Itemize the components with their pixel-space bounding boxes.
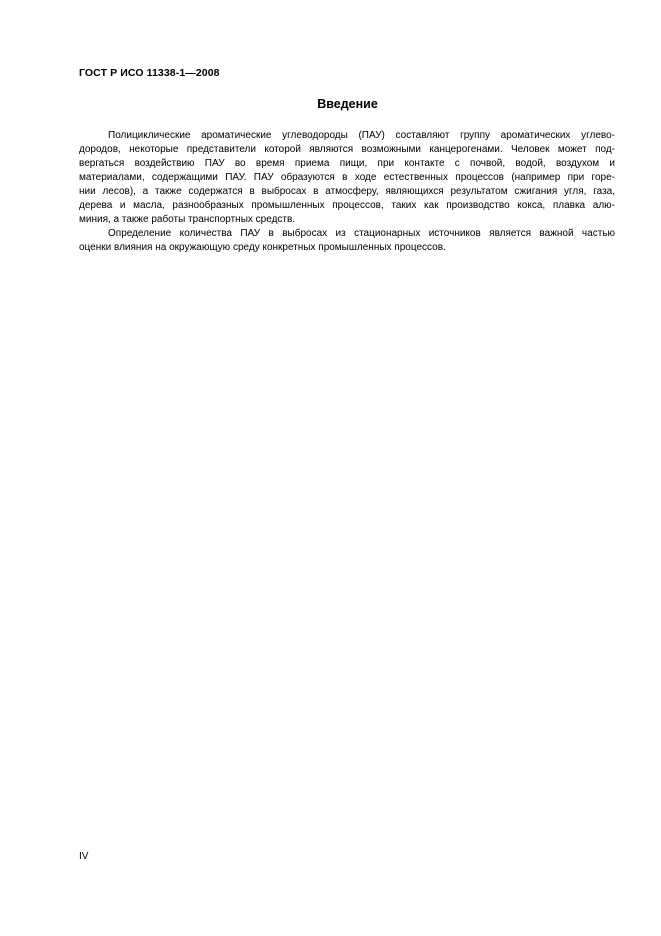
- body-text: [79, 129, 615, 255]
- paragraph-line: Определение количества ПАУ в выбросах из стационарных источников является важной частью: [108, 228, 615, 239]
- paragraph-line: оценки влияния на окружающую среду конкретных промышленных процессов.: [79, 242, 446, 253]
- paragraph-line: миния, а также работы транспортных средств.: [79, 214, 296, 225]
- page-number: IV: [79, 851, 89, 862]
- document-header: ГОСТ Р ИСО 11338-1—2008: [79, 67, 220, 79]
- paragraph-line: Полициклические ароматические углеводороды (ПАУ) составляют группу ароматических углево-: [108, 130, 615, 141]
- paragraph: [79, 129, 615, 227]
- paragraph-line: дородов, некоторые представители которой являются возможными канцерогенами. Человек может под-: [79, 144, 615, 155]
- paragraph-line: дерева и масла, разнообразных промышленных процессов, таких как производство кокса, плавка алю-: [79, 200, 615, 211]
- paragraph-line: нии лесов), а также содержатся в выбросах в атмосферу, являющихся результатом сжигания угля, газа,: [79, 186, 615, 197]
- paragraph: [79, 227, 615, 255]
- paragraph-line: материалами, содержащими ПАУ. ПАУ образуются в ходе естественных процессов (например при горе-: [79, 172, 615, 183]
- section-title: Введение: [317, 97, 378, 111]
- paragraph-line: вергаться воздействию ПАУ во время приема пищи, при контакте с почвой, водой, воздухом и: [79, 158, 615, 169]
